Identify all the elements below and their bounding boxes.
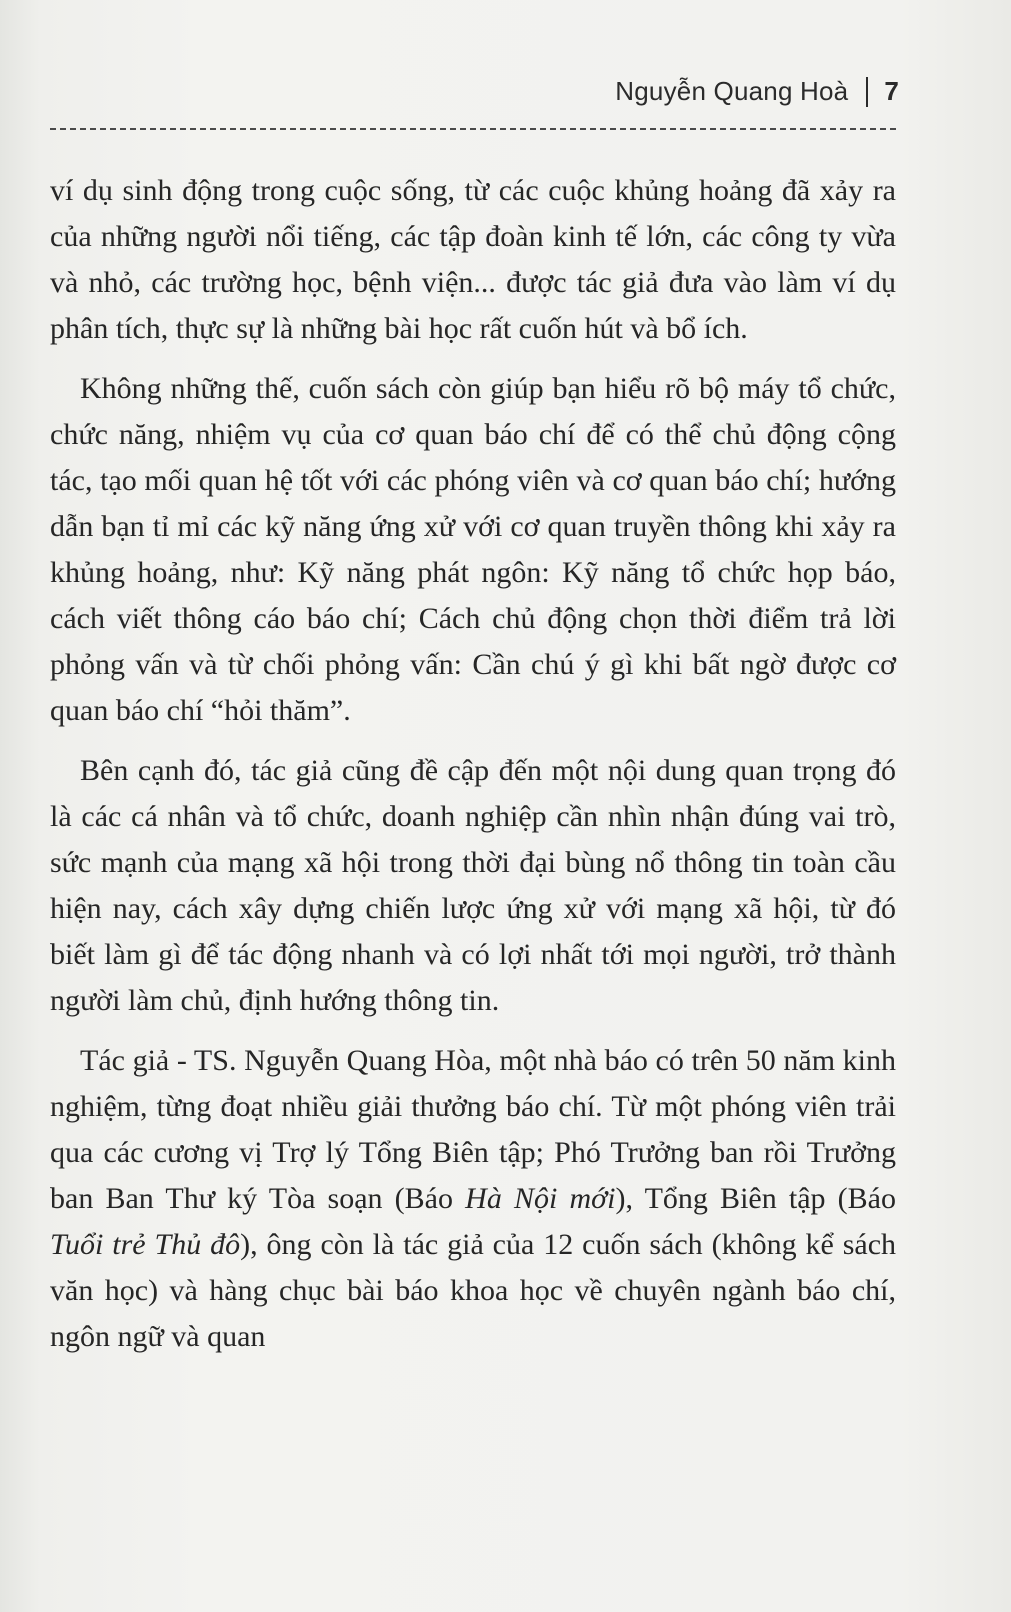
paragraph-4-part-1: Tác giả - TS. Nguyễn Quang Hòa, một nhà báo có trên 50 năm kinh nghiệm, từng đoạt nhiều giải thưởng báo chí. Từ một phóng viên trải qua các cương vị Trợ lý Tổng Biên tập; Phó Trưởng ban rồi Trưởng ban Ban Thư ký Tòa soạn (Báo bbox=[50, 1044, 896, 1215]
newspaper-title-ha-noi-moi: Hà Nội mới bbox=[465, 1182, 616, 1215]
running-header bbox=[615, 76, 899, 107]
paragraph-4-part-3: ), ông còn là tác giả của 12 cuốn sách (không kể sách văn học) và hàng chục bài báo khoa học về chuyên ngành báo chí, ngôn ngữ và quan bbox=[50, 1228, 897, 1353]
paragraph-1: ví dụ sinh động trong cuộc sống, từ các cuộc khủng hoảng đã xảy ra của những người nổi tiếng, các tập đoàn kinh tế lớn, các công ty vừa và nhỏ, các trường học, bệnh viện... được tác giả đưa vào làm ví dụ phân tích, thực sự là những bài học rất cuốn hút và bổ ích. bbox=[50, 174, 896, 345]
body-text bbox=[50, 168, 896, 1374]
paragraph-4-part-2: ), Tổng Biên tập (Báo bbox=[615, 1182, 896, 1215]
newspaper-title-tuoi-tre-thu-do: Tuổi trẻ Thủ đô bbox=[50, 1228, 241, 1261]
paragraph-4 bbox=[50, 1038, 896, 1360]
header-dashed-rule bbox=[50, 128, 896, 130]
paragraph-3: Bên cạnh đó, tác giả cũng đề cập đến một nội dung quan trọng đó là các cá nhân và tổ chức, doanh nghiệp cần nhìn nhận đúng vai trò, sức mạnh của mạng xã hội trong thời đại bùng nổ thông tin toàn cầu hiện nay, cách xây dựng chiến lược ứng xử với mạng xã hội, từ đó biết làm gì để tác động nhanh và có lợi nhất tới mọi người, trở thành người làm chủ, định hướng thông tin. bbox=[50, 754, 896, 1017]
header-author: Nguyễn Quang Hoà bbox=[615, 76, 849, 106]
page-number: 7 bbox=[884, 76, 899, 106]
paragraph-2: Không những thế, cuốn sách còn giúp bạn hiểu rõ bộ máy tổ chức, chức năng, nhiệm vụ của cơ quan báo chí để có thể chủ động cộng tác, tạo mối quan hệ tốt với các phóng viên và cơ quan báo chí; hướng dẫn bạn tỉ mỉ các kỹ năng ứng xử với cơ quan truyền thông khi xảy ra khủng hoảng, như: Kỹ năng phát ngôn: Kỹ năng tổ chức họp báo, cách viết thông cáo báo chí; Cách chủ động chọn thời điểm trả lời phỏng vấn và từ chối phỏng vấn: Cần chú ý gì khi bất ngờ được cơ quan báo chí “hỏi thăm”. bbox=[50, 372, 896, 727]
header-separator bbox=[866, 77, 868, 107]
